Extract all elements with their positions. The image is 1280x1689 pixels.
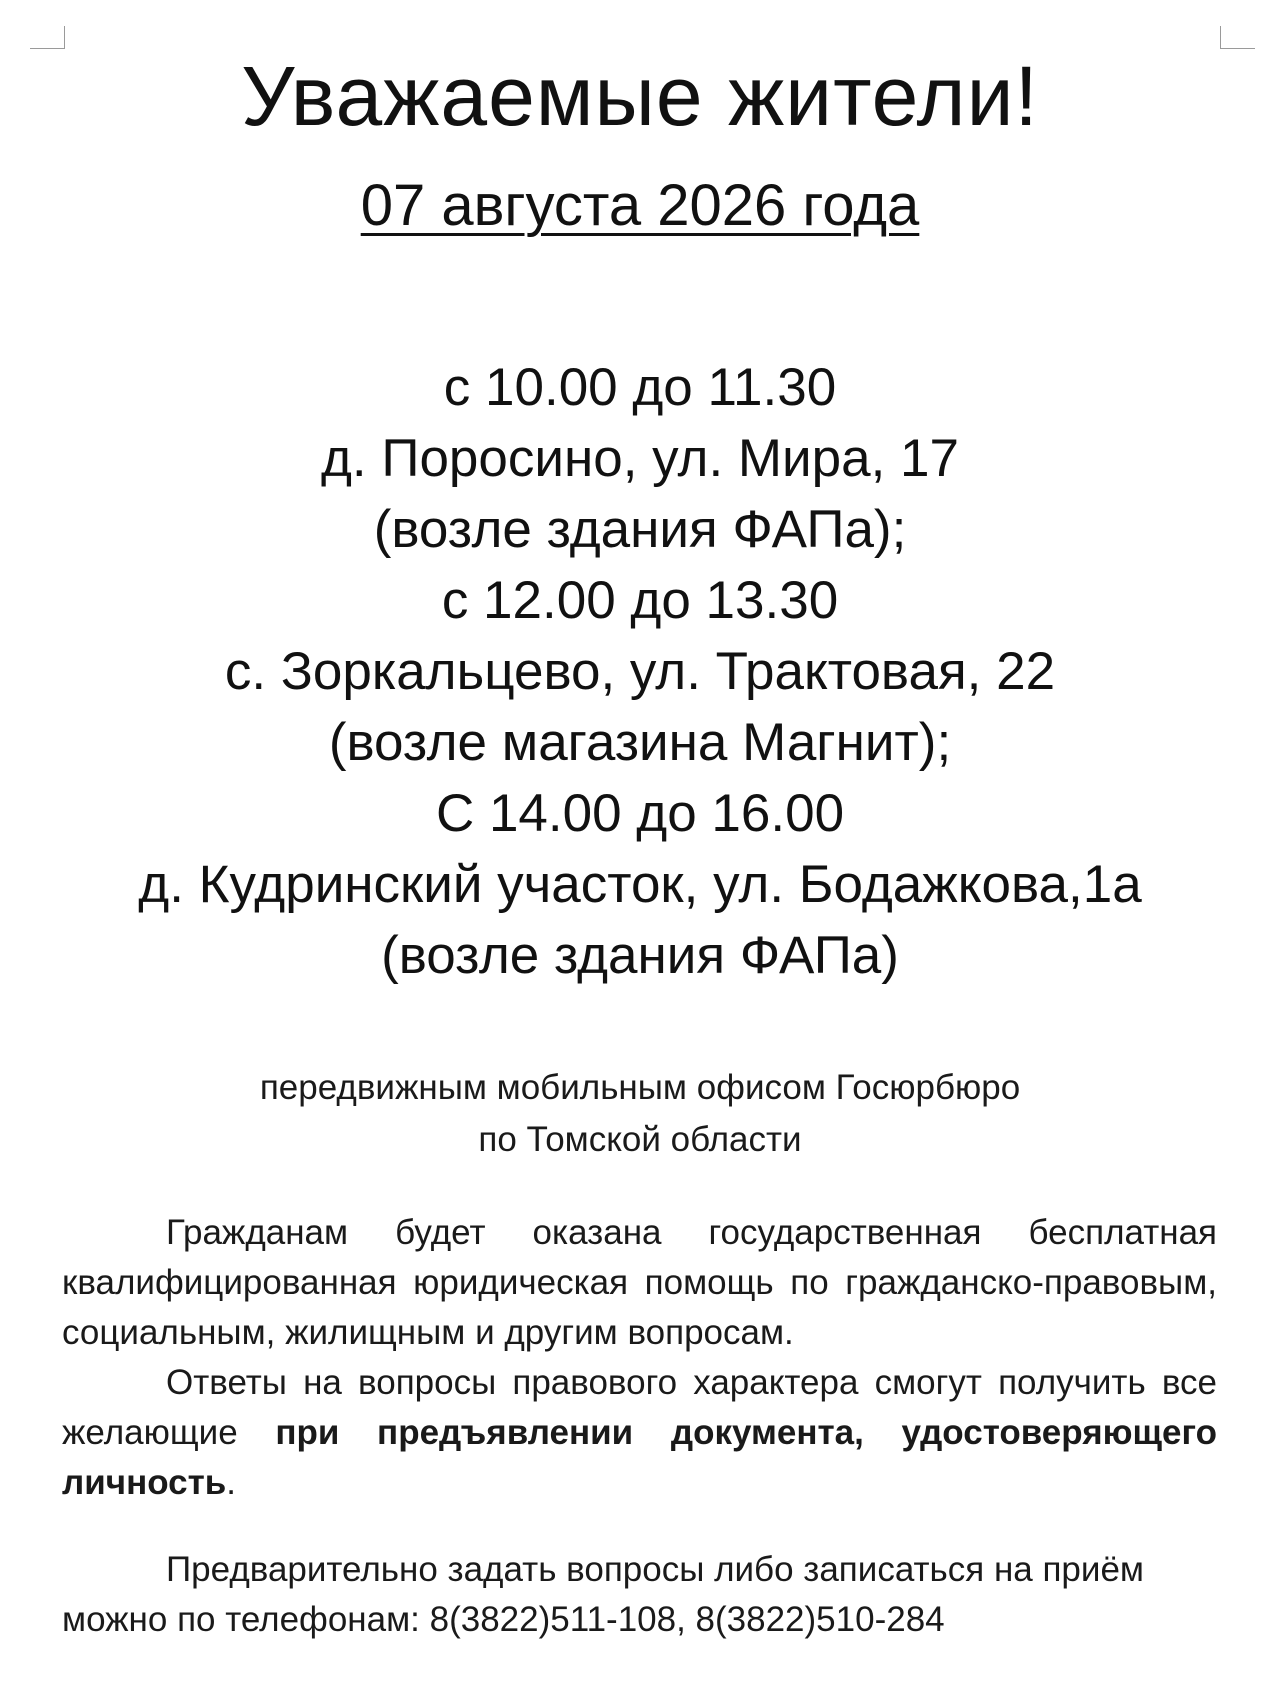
contact-paragraph: Предварительно задать вопросы либо записаться на приём можно по телефонам: 8(3822)511-108, 8(3822)510-284 — [62, 1550, 1144, 1639]
schedule-time-1: с 10.00 до 11.30 — [443, 358, 837, 417]
schedule-address-1: д. Поросино, ул. Мира, 17 — [320, 429, 960, 488]
schedule-note-1: (возле здания ФАПа); — [373, 500, 907, 559]
schedule-address-2: с. Зоркальцево, ул. Трактовая, 22 — [224, 642, 1056, 701]
schedule-note-3: (возле здания ФАПа) — [381, 926, 899, 985]
document-requirement-paragraph — [62, 1358, 1217, 1508]
page-corner-mark-left — [30, 26, 65, 49]
provider-info — [0, 1062, 1280, 1166]
requirement-period: . — [226, 1463, 236, 1502]
requirement-text: Ответы на вопросы правового характера смогут получить все желающие — [62, 1363, 1217, 1452]
schedule-time-3: С 14.00 до 16.00 — [435, 784, 845, 843]
schedule-list — [0, 352, 1280, 991]
schedule-note-2: (возле магазина Магнит); — [328, 713, 952, 772]
provider-line-1: передвижным мобильным офисом Госюрбюро — [259, 1068, 1021, 1107]
schedule-time-2: с 12.00 до 13.30 — [441, 571, 839, 630]
page-corner-mark-right — [1220, 26, 1255, 49]
schedule-address-3: д. Кудринский участок, ул. Бодажкова,1а — [138, 855, 1142, 914]
event-date: 07 августа 2026 года — [360, 173, 920, 238]
service-description-paragraph: Гражданам будет оказана государственная бесплатная квалифицированная юридическая помощь по гражданско-правовым, социальным, жилищным и другим вопросам. — [62, 1213, 1217, 1352]
requirement-emphasis: при предъявлении документа, удостоверяющего личность — [62, 1413, 1217, 1502]
provider-line-2: по Томской области — [478, 1120, 802, 1159]
page-title: Уважаемые жители! — [241, 49, 1039, 143]
